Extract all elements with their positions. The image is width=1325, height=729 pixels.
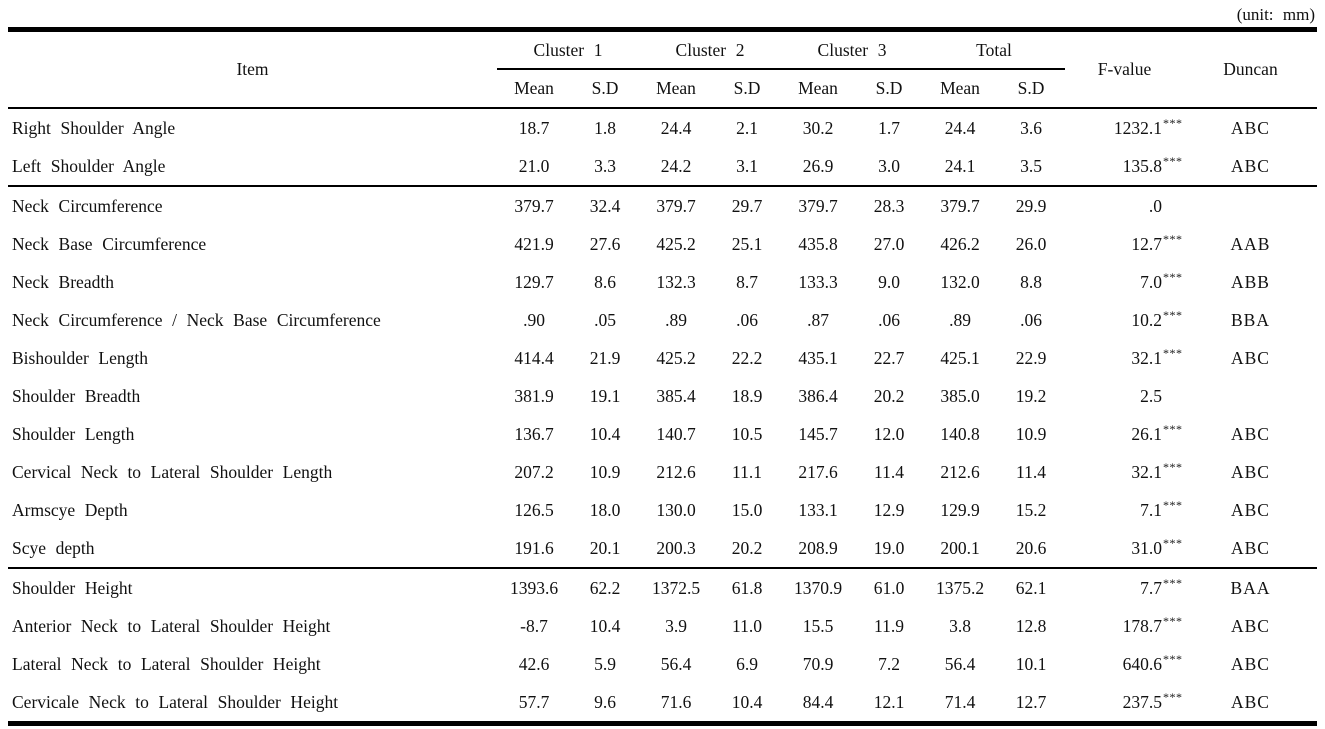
mean-cell: 56.4 [944,653,976,674]
sd-cell: 21.9 [589,347,621,368]
sd-cell: 26.0 [1015,233,1047,254]
significance-stars: *** [1163,115,1183,130]
mean-cell: 3.8 [949,615,971,636]
table-row [8,186,1317,225]
mean-cell: 200.1 [940,537,980,558]
mean-cell: 18.7 [518,117,550,138]
sd-cell: .05 [594,309,616,330]
mean-cell: 435.8 [798,233,838,254]
table-row [8,415,1317,453]
f-value-number: 237.5 [1122,691,1162,712]
sd-cell: 22.2 [731,347,763,368]
item-cell: Shoulder Length [12,423,135,444]
item-cell: Lateral Neck to Lateral Shoulder Height [12,653,321,674]
item-cell: Neck Circumference / Neck Base Circumference [12,309,381,330]
mean-cell: 425.1 [940,347,980,368]
anthropometric-statistics-table [8,27,1317,726]
mean-cell: 24.2 [660,155,692,176]
f-value-cell [1065,415,1184,453]
sd-cell: 11.9 [874,615,904,636]
duncan-cell: ABC [1231,155,1270,176]
mean-cell: 426.2 [940,233,980,254]
mean-cell: 140.7 [656,423,696,444]
sd-cell: 29.7 [713,186,781,225]
sd-cell: 10.4 [589,423,621,444]
mean-cell: 71.6 [660,691,692,712]
duncan-cell: ABC [1231,537,1270,558]
mean-cell: 26.9 [802,155,834,176]
f-value-cell [1065,225,1184,263]
sd-cell: 10.5 [731,423,763,444]
item-cell: Armscye Depth [12,499,128,520]
mean-cell: 130.0 [656,499,696,520]
item-cell: Neck Base Circumference [12,233,207,254]
sd-cell: 61.8 [713,568,781,607]
f-value-number: 135.8 [1122,155,1162,176]
sd-cell: 61.0 [855,568,923,607]
sd-cell: 27.6 [589,233,621,254]
sd-cell: 11.4 [874,461,904,482]
sd-cell: 22.7 [873,347,905,368]
sd-cell: 62.1 [997,568,1065,607]
sd-cell: 25.1 [731,233,763,254]
sd-cell: 62.2 [571,568,639,607]
sd-cell: 15.2 [1015,499,1047,520]
sd-cell: 11.4 [1016,461,1046,482]
mean-cell: .89 [665,309,687,330]
mean-cell: 56.4 [660,653,692,674]
mean-cell: 136.7 [514,423,554,444]
sd-cell: .06 [736,309,758,330]
mean-cell: 1370.9 [781,568,855,607]
sd-cell: 11.1 [732,461,762,482]
total-header: Total [923,30,1065,70]
duncan-cell [1184,377,1317,415]
duncan-cell: ABC [1231,691,1270,712]
cluster1-mean-subheader: Mean [497,69,571,108]
f-value-cell [1065,263,1184,301]
f-value-cell [1065,568,1184,607]
f-value-number: 2.5 [1140,385,1162,406]
significance-stars: *** [1163,269,1183,284]
mean-cell: 379.7 [639,186,713,225]
table-row [8,301,1317,339]
sd-cell: 22.9 [1015,347,1047,368]
sd-cell: 20.2 [731,537,763,558]
sd-cell: 28.3 [855,186,923,225]
duncan-cell: ABC [1231,347,1270,368]
sd-cell: 3.0 [878,155,900,176]
sd-cell: 12.1 [873,691,905,712]
item-cell: Anterior Neck to Lateral Shoulder Height [12,615,331,636]
sd-cell: 12.8 [1015,615,1047,636]
mean-cell: 379.7 [497,186,571,225]
mean-cell: 140.8 [940,423,980,444]
sd-cell: 10.9 [1015,423,1047,444]
sd-cell: 27.0 [873,233,905,254]
cluster1-header: Cluster 1 [497,30,639,70]
duncan-cell: ABC [1231,653,1270,674]
f-value-cell [1065,108,1184,147]
mean-cell: 385.0 [940,385,980,406]
duncan-cell: ABC [1231,423,1270,444]
significance-stars: *** [1163,421,1183,436]
table-row [8,377,1317,415]
sd-cell: 15.0 [731,499,763,520]
significance-stars: *** [1163,689,1183,704]
mean-cell: 24.1 [944,155,976,176]
sd-cell: 3.6 [1020,117,1042,138]
cluster3-mean-subheader: Mean [781,69,855,108]
sd-cell: 18.9 [731,385,763,406]
mean-cell: 133.1 [798,499,838,520]
table-row [8,339,1317,377]
mean-cell: 145.7 [798,423,838,444]
sd-cell: 20.2 [873,385,905,406]
mean-cell: 217.6 [798,461,838,482]
mean-cell: .90 [523,309,545,330]
sd-cell: 2.1 [736,117,758,138]
f-value-cell [1065,339,1184,377]
f-value-cell [1065,186,1184,225]
sd-cell: 8.7 [736,271,758,292]
duncan-header: Duncan [1184,30,1317,109]
sd-cell: 10.9 [589,461,621,482]
item-cell: Right Shoulder Angle [12,117,176,138]
mean-cell: 381.9 [514,385,554,406]
table-row [8,683,1317,724]
sd-cell: 19.2 [1015,385,1047,406]
mean-cell: 1393.6 [497,568,571,607]
sd-cell: 8.6 [594,271,616,292]
f-value-cell [1065,377,1184,415]
f-value-cell [1065,607,1184,645]
mean-cell: 57.7 [518,691,550,712]
sd-cell: 12.0 [873,423,905,444]
table-row [8,645,1317,683]
mean-cell: 126.5 [514,499,554,520]
sd-cell: 5.9 [594,653,616,674]
mean-cell: 15.5 [802,615,834,636]
table-row [8,568,1317,607]
sd-cell: 1.7 [878,117,900,138]
total-sd-subheader: S.D [997,69,1065,108]
mean-cell: 212.6 [656,461,696,482]
cluster1-sd-subheader: S.D [571,69,639,108]
mean-cell: 385.4 [656,385,696,406]
mean-cell: 42.6 [518,653,550,674]
sd-cell: 32.4 [571,186,639,225]
sd-cell: 1.8 [594,117,616,138]
mean-cell: 70.9 [802,653,834,674]
significance-stars: *** [1163,459,1183,474]
sd-cell: 10.4 [589,615,621,636]
mean-cell: 84.4 [802,691,834,712]
sd-cell: .06 [878,309,900,330]
duncan-cell: ABC [1231,499,1270,520]
f-value-number: 31.0 [1131,537,1162,558]
sd-cell: 9.0 [878,271,900,292]
f-value-cell [1065,147,1184,186]
duncan-cell: ABC [1231,615,1270,636]
f-value-number: 1232.1 [1113,117,1162,138]
mean-cell: 191.6 [514,537,554,558]
duncan-cell: BAA [1184,568,1317,607]
duncan-cell [1184,186,1317,225]
sd-cell: 18.0 [589,499,621,520]
mean-cell: 435.1 [798,347,838,368]
mean-cell: 133.3 [798,271,838,292]
mean-cell: 24.4 [660,117,692,138]
mean-cell: 425.2 [656,233,696,254]
sd-cell: 3.5 [1020,155,1042,176]
sd-cell: 11.0 [732,615,762,636]
mean-cell: 208.9 [798,537,838,558]
sd-cell: 3.3 [594,155,616,176]
table-row [8,225,1317,263]
mean-cell: 421.9 [514,233,554,254]
sd-cell: 3.1 [736,155,758,176]
duncan-cell: ABC [1231,117,1270,138]
f-value-header: F-value [1065,30,1184,109]
f-value-cell [1065,301,1184,339]
mean-cell: 386.4 [798,385,838,406]
significance-stars: *** [1163,535,1183,550]
mean-cell: 24.4 [944,117,976,138]
mean-cell: 379.7 [781,186,855,225]
sd-cell: 10.4 [731,691,763,712]
item-cell: Cervicale Neck to Lateral Shoulder Height [12,691,339,712]
mean-cell: 425.2 [656,347,696,368]
item-cell: Shoulder Height [8,568,497,607]
table-row [8,529,1317,568]
sd-cell: 19.0 [873,537,905,558]
f-value-number: .0 [1148,195,1162,216]
mean-cell: 212.6 [940,461,980,482]
sd-cell: 8.8 [1020,271,1042,292]
item-header: Item [8,30,497,109]
total-mean-subheader: Mean [923,69,997,108]
item-cell: Bishoulder Length [12,347,148,368]
significance-stars: *** [1163,497,1183,512]
f-value-number: 26.1 [1131,423,1162,444]
mean-cell: 1372.5 [639,568,713,607]
mean-cell: -8.7 [520,615,548,636]
f-value-cell [1065,683,1184,724]
significance-stars: *** [1163,307,1183,322]
table-row [8,607,1317,645]
table-header [8,30,1317,109]
cluster3-sd-subheader: S.D [855,69,923,108]
item-cell: Neck Breadth [12,271,114,292]
duncan-cell: BBA [1231,309,1270,330]
duncan-cell: ABB [1231,271,1270,292]
sd-cell: 29.9 [997,186,1065,225]
sd-cell: 12.9 [873,499,905,520]
mean-cell: 207.2 [514,461,554,482]
f-value-number: 10.2 [1131,309,1162,330]
item-cell: Left Shoulder Angle [12,155,166,176]
mean-cell: 129.9 [940,499,980,520]
item-cell: Cervical Neck to Lateral Shoulder Length [12,461,333,482]
cluster2-header: Cluster 2 [639,30,781,70]
significance-stars: *** [1163,345,1183,360]
mean-cell: 1375.2 [923,568,997,607]
sd-cell: 12.7 [1015,691,1047,712]
cluster3-header: Cluster 3 [781,30,923,70]
cluster2-mean-subheader: Mean [639,69,713,108]
unit-note: (unit: mm) [1236,5,1315,24]
f-value-cell [1065,645,1184,683]
f-value-number: 32.1 [1131,347,1162,368]
mean-cell: 200.3 [656,537,696,558]
mean-cell: 3.9 [665,615,687,636]
f-value-number: 12.7 [1131,233,1162,254]
mean-cell: 71.4 [944,691,976,712]
f-value-number: 7.7 [1140,577,1162,598]
sd-cell: 20.6 [1015,537,1047,558]
item-cell: Shoulder Breadth [12,385,141,406]
item-cell: Scye depth [12,537,95,558]
item-cell: Neck Circumference [8,186,497,225]
f-value-number: 7.0 [1140,271,1162,292]
duncan-cell: ABC [1231,461,1270,482]
mean-cell: 30.2 [802,117,834,138]
mean-cell: 129.7 [514,271,554,292]
f-value-cell [1065,453,1184,491]
mean-cell: 379.7 [923,186,997,225]
mean-cell: .89 [949,309,971,330]
sd-cell: 7.2 [878,653,900,674]
f-value-number: 32.1 [1131,461,1162,482]
table-row [8,263,1317,301]
significance-stars: *** [1163,153,1183,168]
significance-stars: *** [1163,613,1183,628]
mean-cell: 132.3 [656,271,696,292]
mean-cell: 414.4 [514,347,554,368]
table-row [8,147,1317,186]
table-body [8,108,1317,724]
table-row [8,491,1317,529]
significance-stars: *** [1163,575,1183,590]
sd-cell: 20.1 [589,537,621,558]
table-row [8,453,1317,491]
f-value-cell [1065,529,1184,568]
f-value-number: 640.6 [1122,653,1162,674]
f-value-cell [1065,491,1184,529]
significance-stars: *** [1163,231,1183,246]
table-row [8,108,1317,147]
sd-cell: 19.1 [589,385,621,406]
mean-cell: 132.0 [940,271,980,292]
significance-stars: *** [1163,651,1183,666]
header-group-row [8,30,1317,70]
sd-cell: 10.1 [1015,653,1047,674]
sd-cell: .06 [1020,309,1042,330]
duncan-cell: AAB [1230,233,1271,254]
f-value-number: 178.7 [1122,615,1162,636]
sd-cell: 9.6 [594,691,616,712]
mean-cell: .87 [807,309,829,330]
cluster2-sd-subheader: S.D [713,69,781,108]
f-value-number: 7.1 [1140,499,1162,520]
sd-cell: 6.9 [736,653,758,674]
mean-cell: 21.0 [518,155,550,176]
